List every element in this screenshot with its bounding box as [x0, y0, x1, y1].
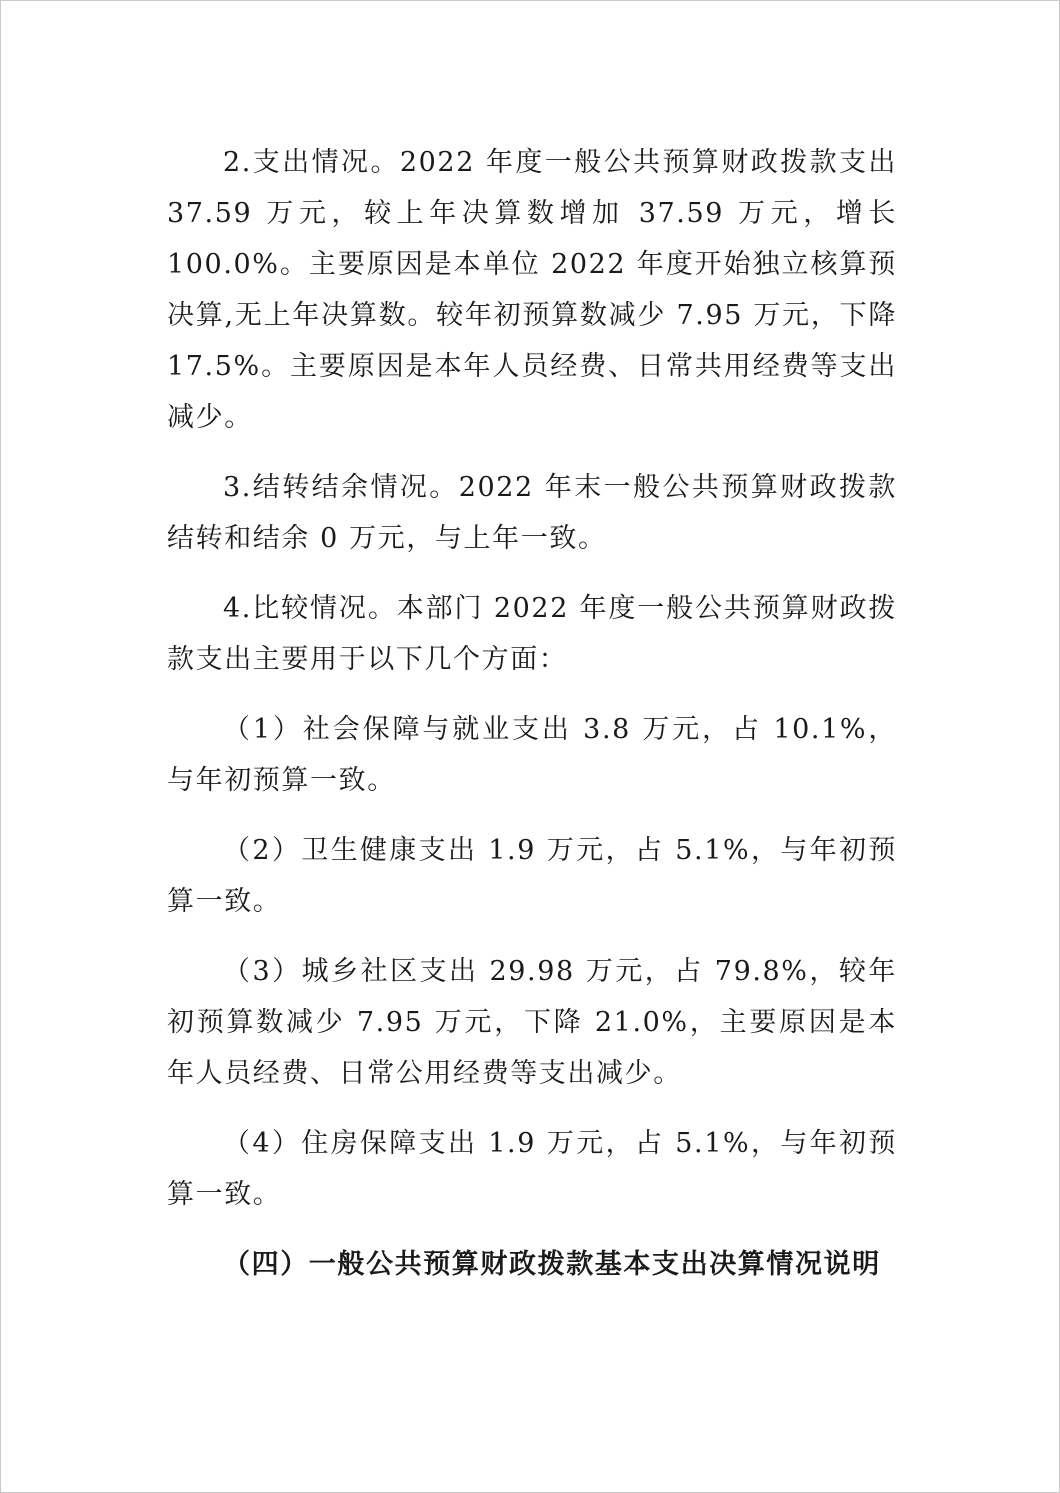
list-item-urban-rural: （3）城乡社区支出 29.98 万元，占 79.8%，较年初预算数减少 7.95 万元，下降 21.0%，主要原因是本年人员经费、日常公用经费等支出减少。: [167, 956, 897, 1089]
paragraph-carryover: 3.结转结余情况。2022 年末一般公共预算财政拨款结转和结余 0 万元，与上年一致。: [167, 472, 897, 554]
paragraph-comparison: 4.比较情况。本部门 2022 年度一般公共预算财政拨款支出主要用于以下几个方面：: [167, 593, 897, 675]
list-item-health: （2）卫生健康支出 1.9 万元，占 5.1%，与年初预算一致。: [167, 835, 897, 917]
list-item-social-security: （1）社会保障与就业支出 3.8 万元，占 10.1%，与年初预算一致。: [167, 714, 897, 796]
document-body: [167, 137, 897, 1290]
paragraph-expenditure: 2.支出情况。2022 年度一般公共预算财政拨款支出 37.59 万元，较上年决算数增加 37.59 万元，增长 100.0%。主要原因是本单位 2022 年度开始独立核算预决算,无上年决算数。较年初预算数减少 7.95 万元，下降 17.5%。主要原因是本年人员经费、日常共用经费等支出减少。: [167, 147, 897, 433]
list-item-housing: （4）住房保障支出 1.9 万元，占 5.1%，与年初预算一致。: [167, 1128, 897, 1210]
section-heading: （四）一般公共预算财政拨款基本支出决算情况说明: [223, 1249, 881, 1280]
